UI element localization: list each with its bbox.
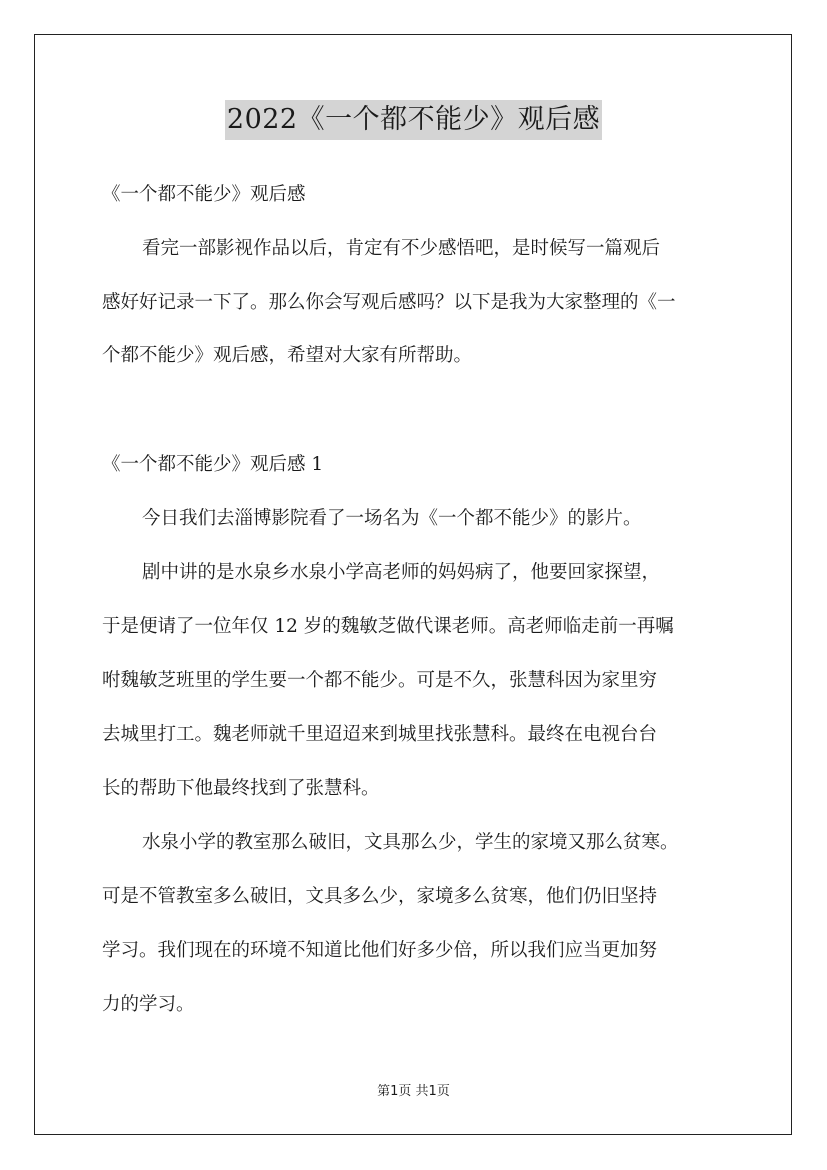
intro-line: 个都不能少》观后感，希望对大家有所帮助。 <box>102 345 473 366</box>
paragraph-line: 去城里打工。魏老师就千里迢迢来到城里找张慧科。最终在电视台台 <box>102 724 658 745</box>
paragraph-line: 力的学习。 <box>102 994 195 1015</box>
paragraph-line: 长的帮助下他最终找到了张慧科。 <box>102 778 380 799</box>
paragraph-line: 咐魏敏芝班里的学生要一个都不能少。可是不久，张慧科因为家里穷 <box>102 670 658 691</box>
paragraph-line: 水泉小学的教室那么破旧，文具那么少，学生的家境又那么贫寒。 <box>142 832 679 853</box>
paragraph-line: 剧中讲的是水泉乡水泉小学高老师的妈妈病了，他要回家探望， <box>142 562 661 583</box>
document-title: 2022《一个都不能少》观后感 <box>225 100 602 140</box>
paragraph-line: 今日我们去淄博影院看了一场名为《一个都不能少》的影片。 <box>142 508 642 529</box>
subtitle: 《一个都不能少》观后感 <box>102 184 306 205</box>
paragraph-line: 于是便请了一位年仅 12 岁的魏敏芝做代课老师。高老师临走前一再嘱 <box>102 616 674 637</box>
page-number: 第1页 共1页 <box>377 1084 450 1099</box>
intro-line: 看完一部影视作品以后，肯定有不少感悟吧，是时候写一篇观后 <box>142 238 661 259</box>
title-container <box>0 100 827 140</box>
intro-line: 感好好记录一下了。那么你会写观后感吗？以下是我为大家整理的《一 <box>102 292 676 313</box>
paragraph-line: 可是不管教室多么破旧，文具多么少，家境多么贫寒，他们仍旧坚持 <box>102 886 658 907</box>
section-heading: 《一个都不能少》观后感 1 <box>102 454 324 475</box>
paragraph-line: 学习。我们现在的环境不知道比他们好多少倍，所以我们应当更加努 <box>102 940 658 961</box>
